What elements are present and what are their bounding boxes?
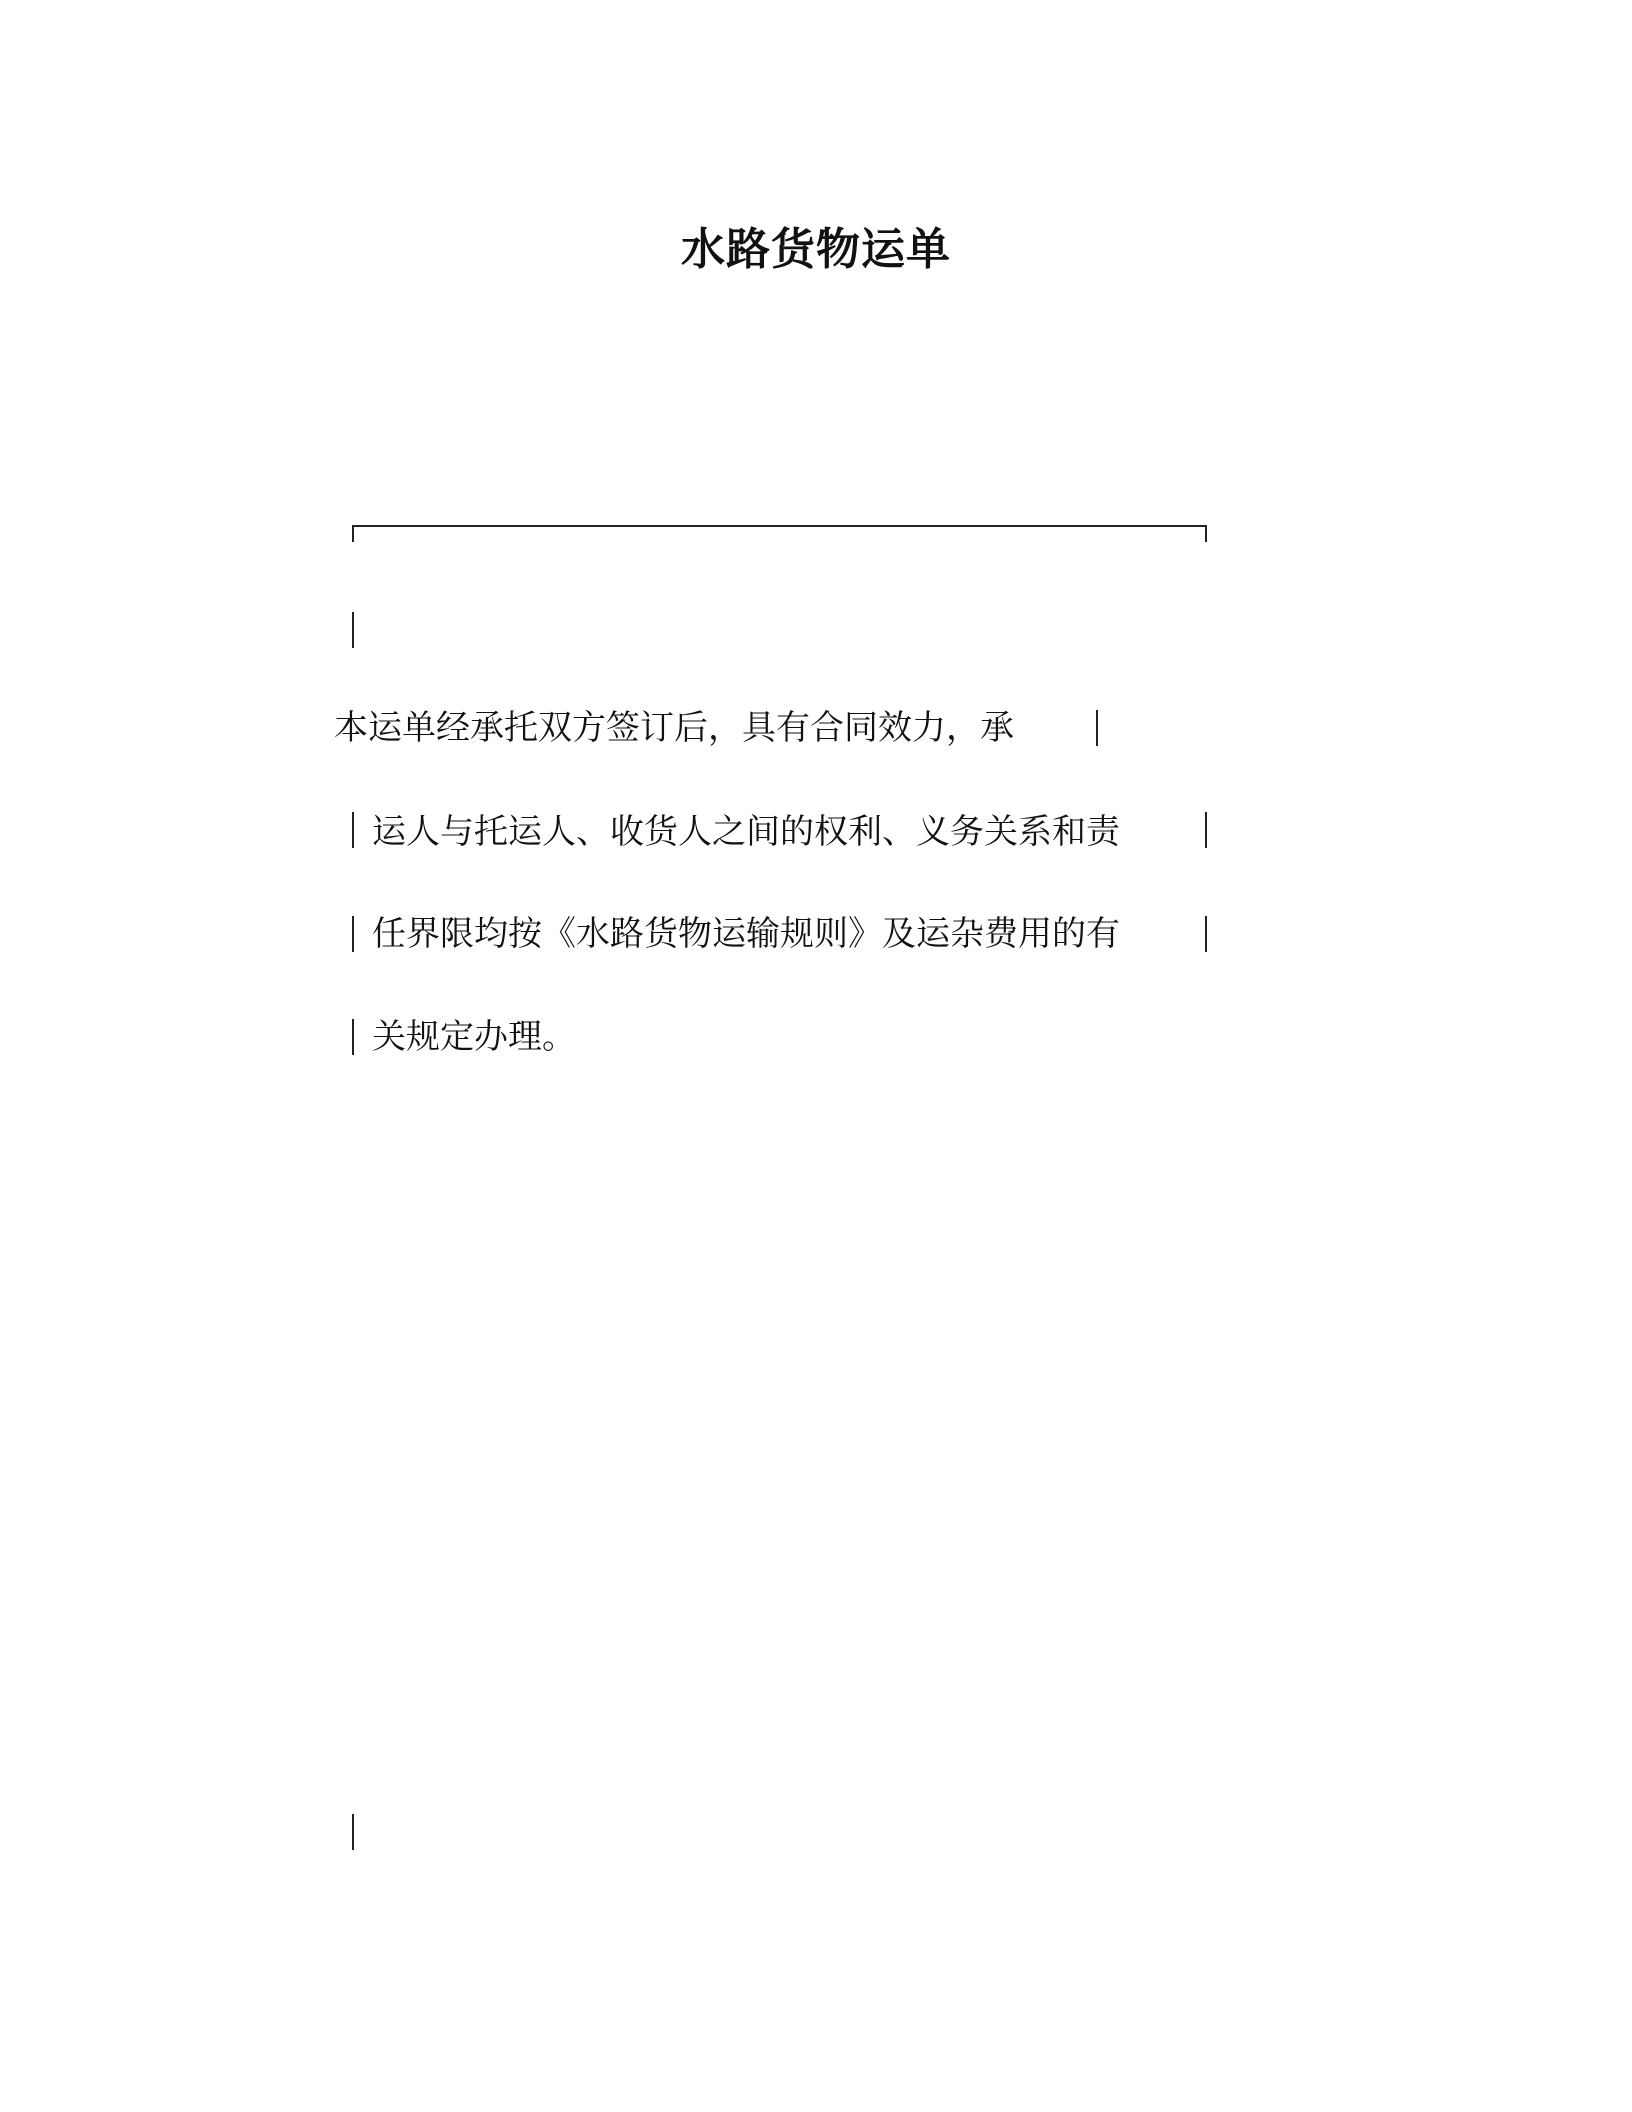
frame-right-rule <box>1205 916 1207 952</box>
body-text-line: 任界限均按《水路货物运输规则》及运杂费用的有 <box>372 914 1120 954</box>
body-text-line: 本运单经承托双方签订后，具有合同效力，承 <box>334 708 1014 748</box>
frame-right-rule <box>1096 710 1098 746</box>
frame-right-rule <box>1205 812 1207 848</box>
frame-left-rule <box>352 612 354 648</box>
body-text-line: 运人与托运人、收货人之间的权利、义务关系和责 <box>372 812 1120 852</box>
frame-left-rule <box>352 916 354 952</box>
frame-corner-right <box>1205 525 1207 542</box>
frame-left-rule <box>352 812 354 848</box>
frame-left-rule <box>352 1019 354 1055</box>
document-title: 水路货物运单 <box>681 224 951 275</box>
body-text-line: 关规定办理。 <box>372 1017 576 1057</box>
frame-corner-left <box>352 525 354 542</box>
frame-top-border <box>352 525 1207 527</box>
frame-left-rule <box>352 1814 354 1850</box>
